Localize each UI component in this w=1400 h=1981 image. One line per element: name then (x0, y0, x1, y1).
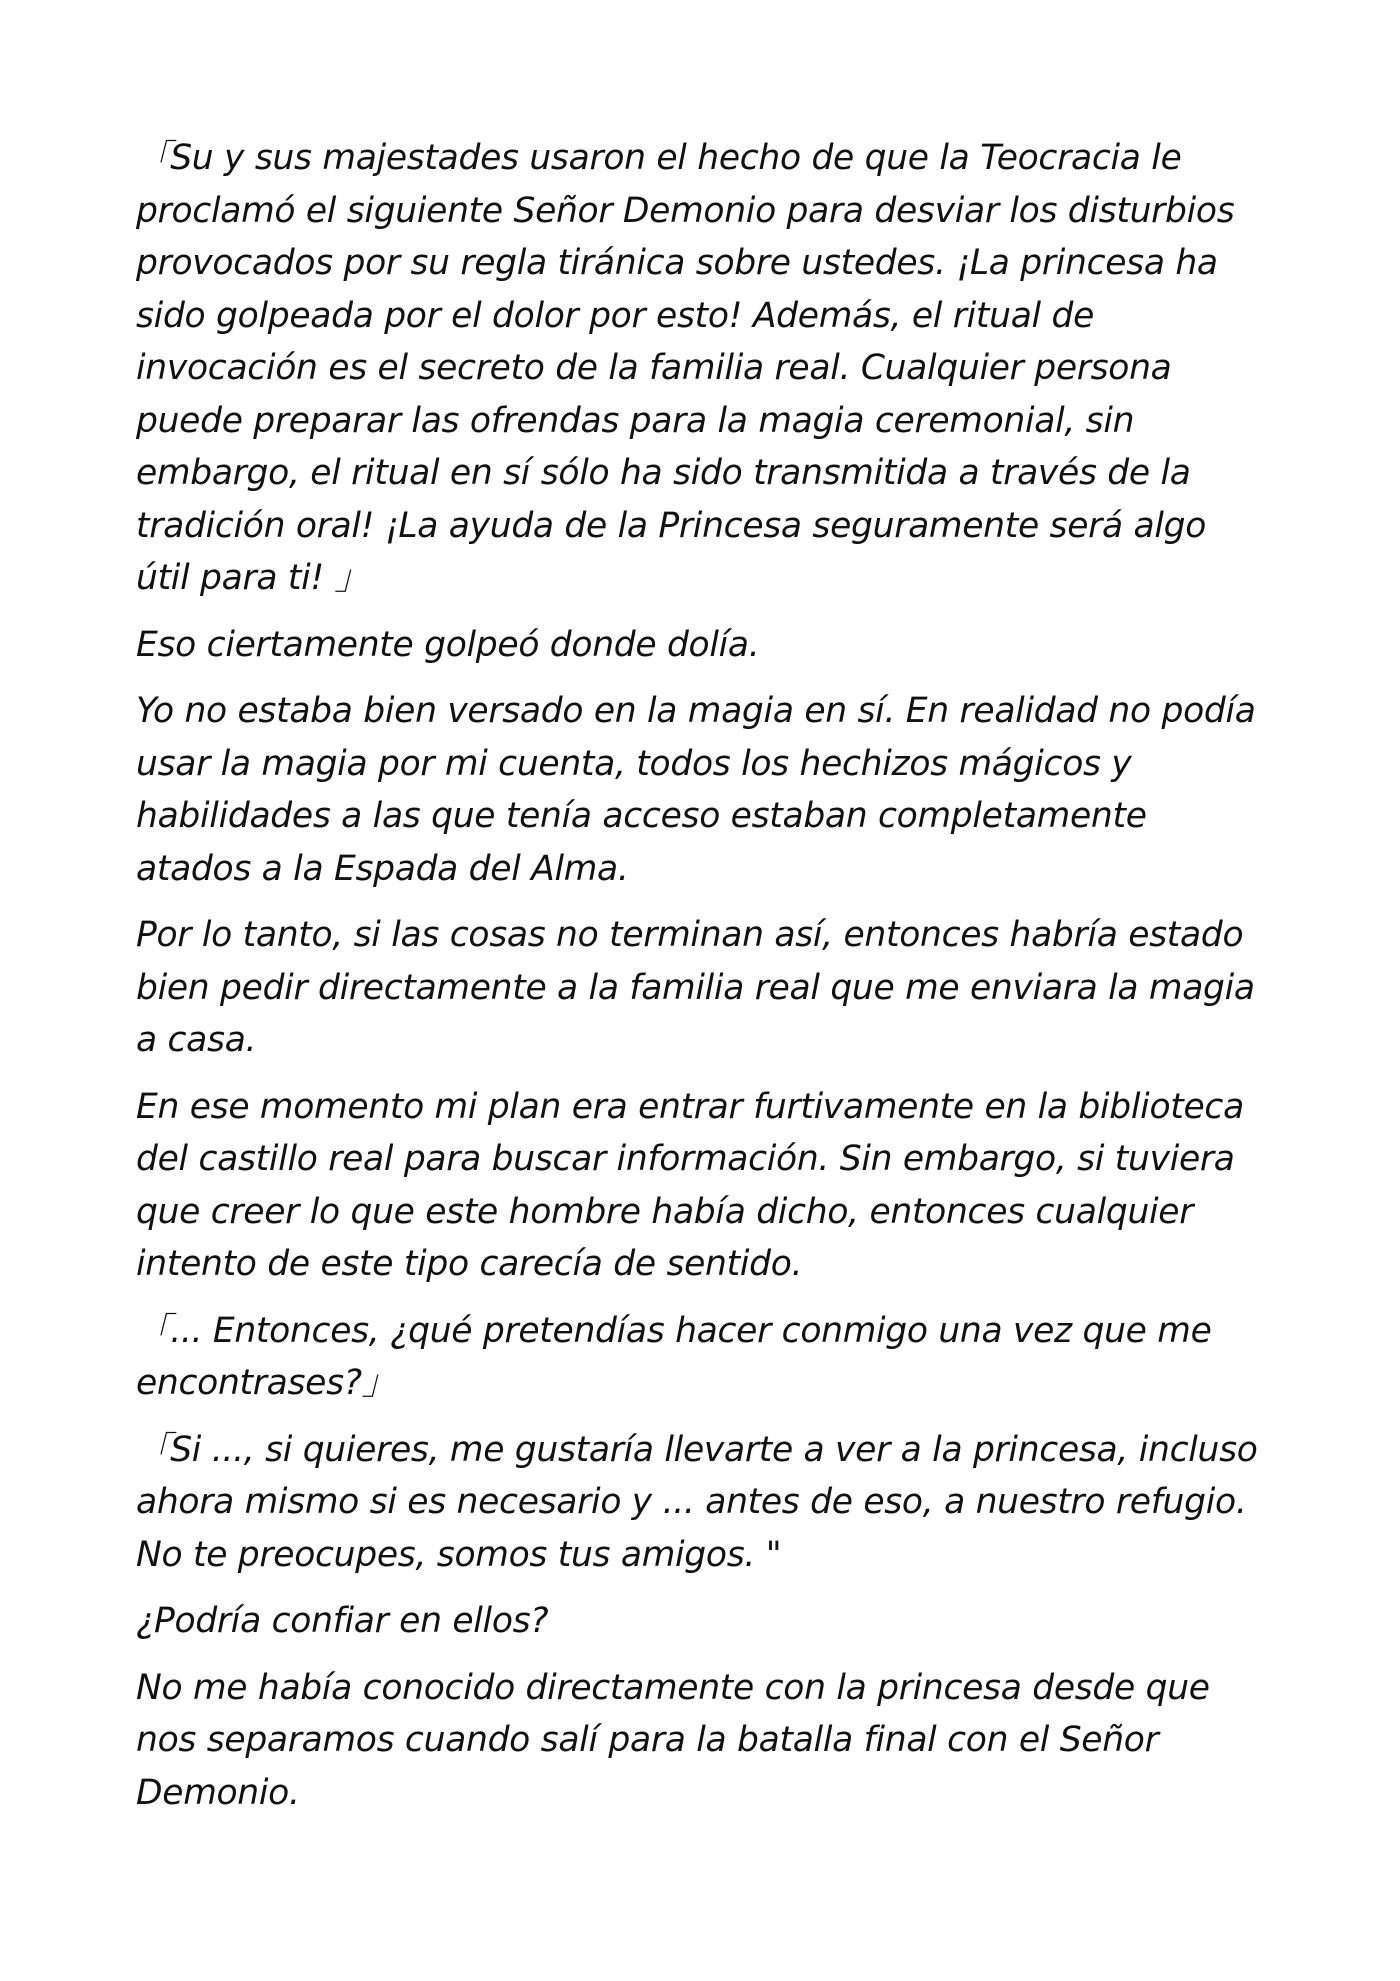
paragraph-5: En ese momento mi plan era entrar furtivamente en la biblioteca del castillo real para buscar información. Sin embargo, si tuviera que creer lo que este hombre había dicho, entonces cualquier intento de este tipo carecía de sentido. (136, 1086, 1244, 1284)
paragraph-9: No me había conocido directamente con la princesa desde que nos separamos cuando salí para la batalla final con el Señor Demonio. (136, 1667, 1210, 1813)
document-page (136, 132, 1276, 1833)
paragraph-7: 「Si ..., si quieres, me gustaría llevarte a ver a la princesa, incluso ahora mismo si es necesario y ... antes de eso, a nuestro refugio. No te preocupes, somos tus amigos. " (136, 1429, 1258, 1575)
paragraph-8: ¿Podría confiar en ellos? (136, 1601, 549, 1641)
paragraph-3: Yo no estaba bien versado en la magia en sí. En realidad no podía usar la magia por mi cuenta, todos los hechizos mágicos y habilidades a las que tenía acceso estaban completamente atados a la Espada del Alma. (136, 691, 1256, 889)
paragraph-6: 「... Entonces, ¿qué pretendías hacer conmigo una vez que me encontrases?」 (136, 1310, 1212, 1403)
paragraph-2: Eso ciertamente golpeó donde dolía. (136, 624, 760, 665)
paragraph-4: Por lo tanto, si las cosas no terminan así, entonces habría estado bien pedir directamente a la familia real que me enviara la magia a casa. (136, 915, 1255, 1060)
paragraph-1: 「Su y sus majestades usaron el hecho de que la Teocracia le proclamó el siguiente Señor Demonio para desviar los disturbios provocados por su regla tiránica sobre ustedes. ¡La princesa ha sido golpeada por el dolor por esto! Además, el ritual de invocación es el secreto de la familia real. Cualquier persona puede preparar las ofrendas para la magia ceremonial, sin embargo, el ritual en sí sólo ha sido transmitida a través de la tradición oral! ¡La ayuda de la Princesa seguramente será algo útil para ti! 」 (136, 138, 1235, 598)
